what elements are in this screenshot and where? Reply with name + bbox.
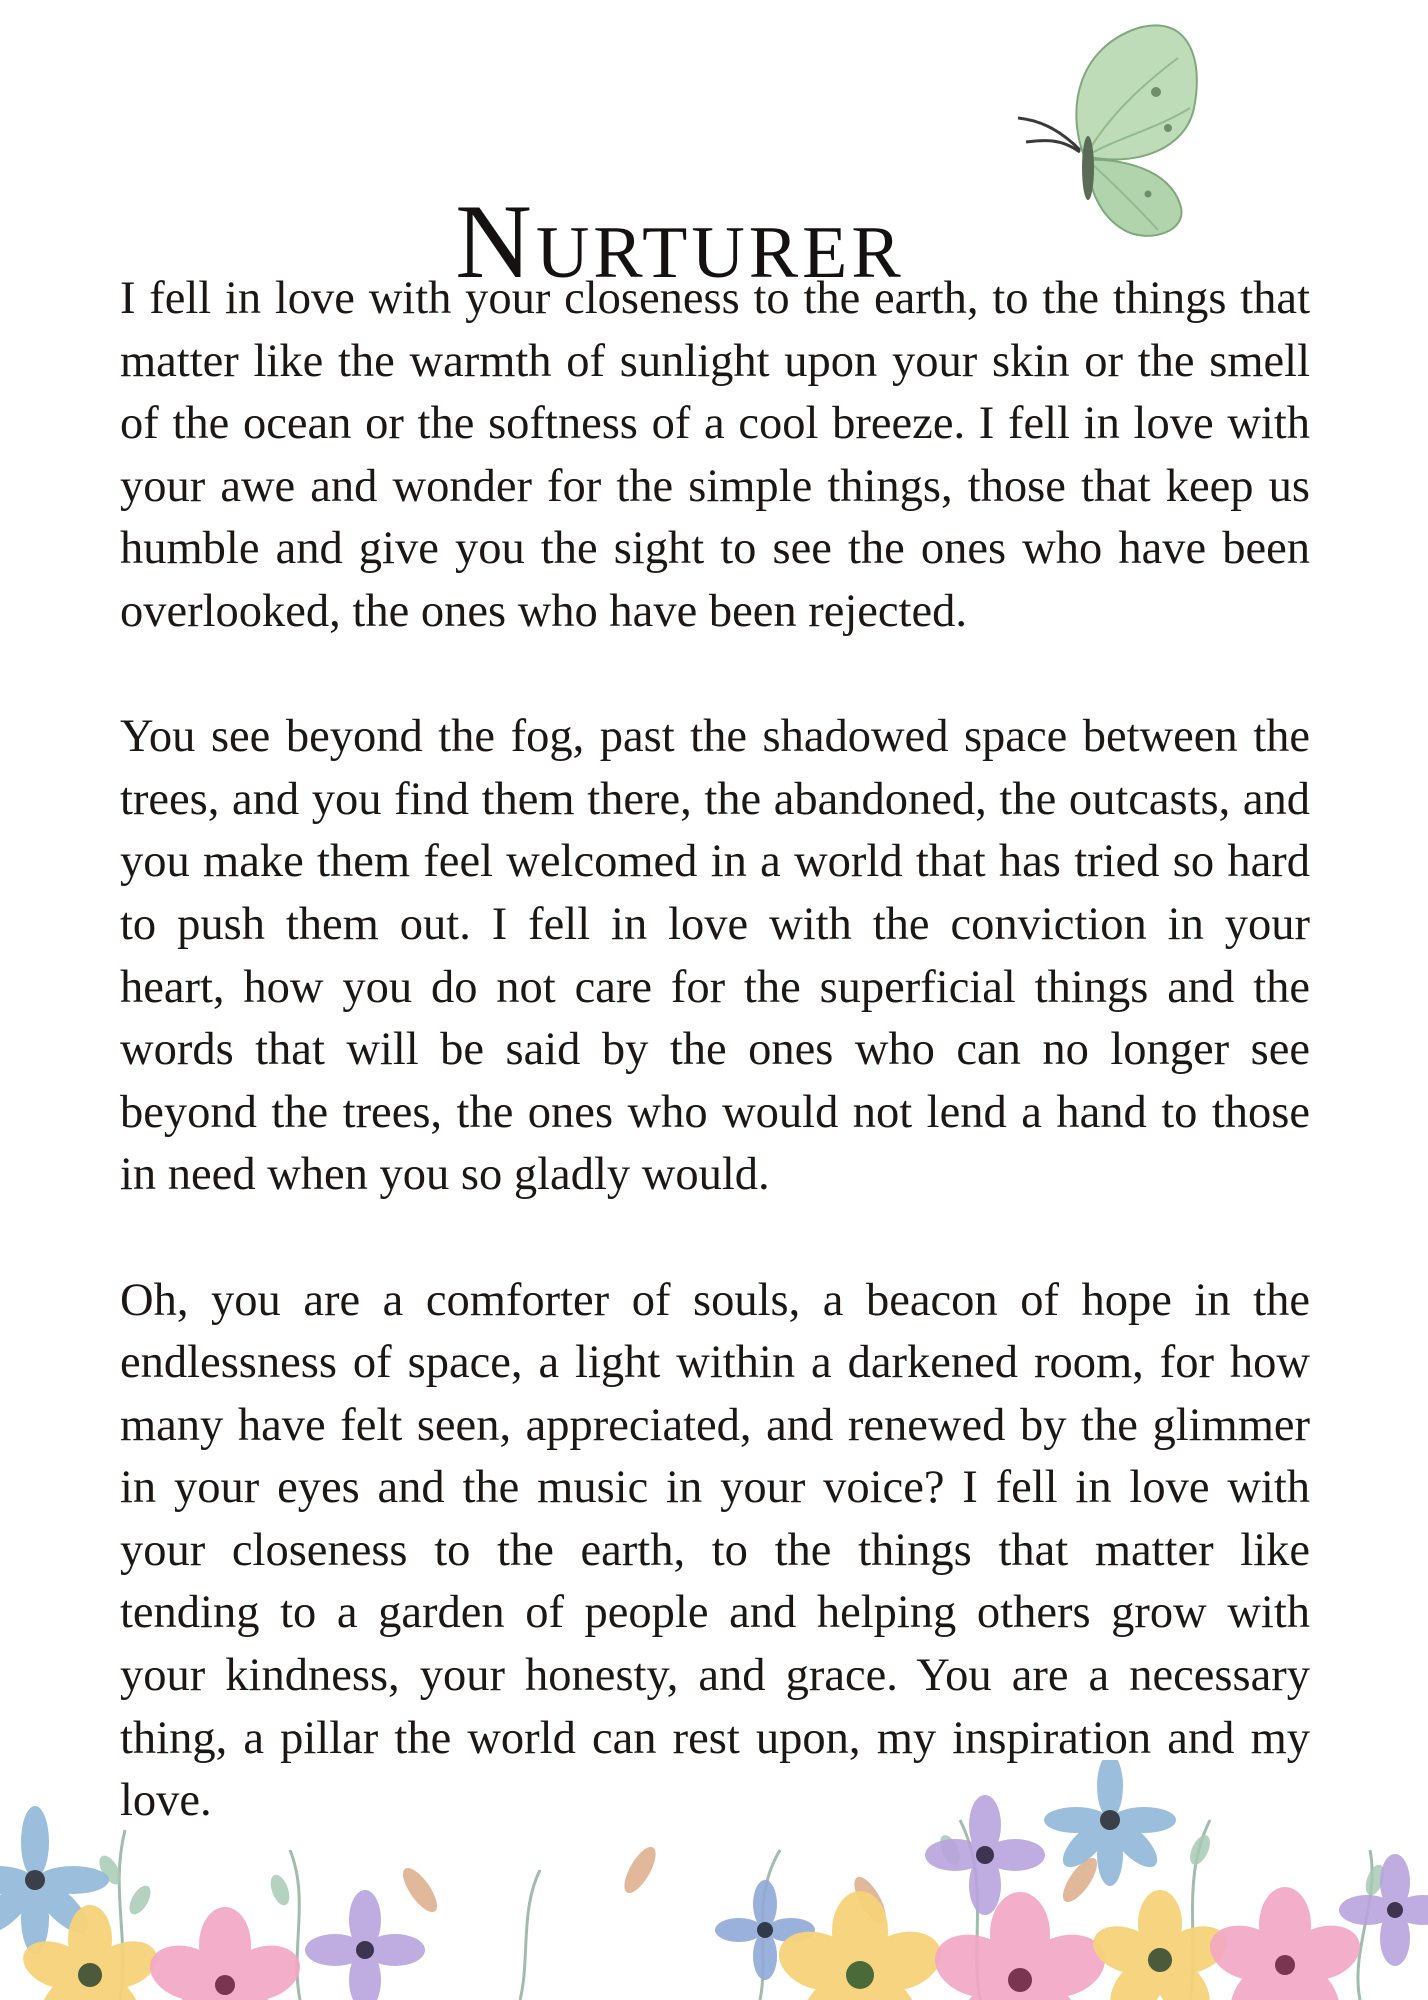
poem-body [120,268,1310,1833]
paragraph-3: Oh, you are a comforter of souls, a beacon of hope in the endlessness of space, a light within a darkened room, for how many have felt seen, appreciated, and renewed by the glimmer in your eyes and the music in your voice? I fell in love with your closeness to the earth, to the things that matter like tending to a garden of people and helping others grow with your kindness, your honesty, and grace. You are a necessary thing, a pillar the world can rest upon, my inspiration and my love. [120,1274,1310,1827]
paragraph-2: You see beyond the fog, past the shadowed space between the trees, and you find them there, the abandoned, the outcasts, and you make them feel welcomed in a world that has tried so hard to push them out. I fell in love with the conviction in your heart, how you do not care for the superficial things and the words that will be said by the ones who can no longer see beyond the trees, the ones who would not lend a hand to those in need when you so gladly would. [120,711,1310,1201]
poem-title: Nurturer [455,183,905,301]
watercolor-flower-border [0,1760,1428,2000]
butterfly-icon [1018,18,1208,248]
paragraph-1: I fell in love with your closeness to the earth, to the things that matter like the warmth of sunlight upon your skin or the smell of the ocean or the softness of a cool breeze. I fell in love with your awe and wonder for the simple things, those that keep us humble and give you the sight to see the ones who have been overlooked, the ones who have been rejected. [120,273,1310,637]
